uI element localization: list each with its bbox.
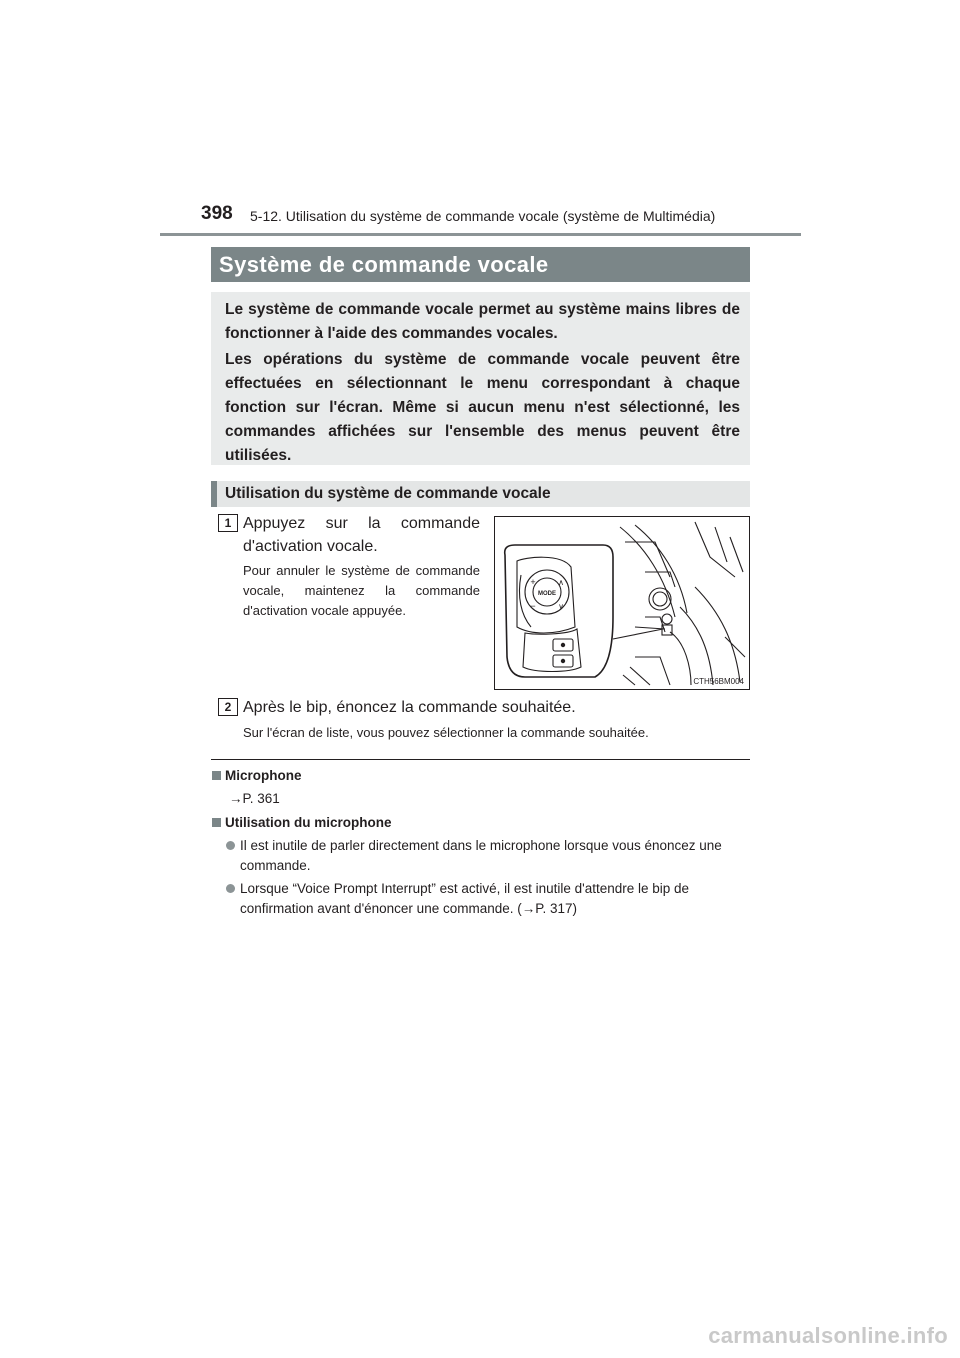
step-2-note: Sur l'écran de liste, vous pouvez sélectionner la commande souhaitée.: [243, 725, 649, 740]
step-2-instruction: Après le bip, énoncez la commande souhaitée.: [243, 699, 576, 716]
chapter-title: 5-12. Utilisation du système de commande vocale (système de Multimédia): [250, 208, 716, 224]
section-title-bar: [211, 247, 750, 282]
steering-switch-figure: [494, 516, 750, 690]
subsection-accent: [211, 481, 217, 507]
square-bullet-icon: [212, 818, 221, 827]
note-usage-bullet-1-text: Il est inutile de parler directement dans le microphone lorsque vous énoncez une commande.: [240, 838, 722, 873]
svg-text:∨: ∨: [558, 602, 564, 611]
note-usage-bullet-2-text: Lorsque “Voice Prompt Interrupt” est activé, il est inutile d'attendre le bip de confirmation avant d'énoncer une commande. (→P. 317): [240, 881, 690, 916]
step-1-badge: 1: [218, 514, 238, 532]
header-rule: [160, 233, 801, 236]
figure-code: CTH56BM004: [693, 677, 744, 686]
section-title: Système de commande vocale: [219, 252, 549, 277]
note-microphone-heading-text: Microphone: [225, 768, 302, 783]
square-bullet-icon: [212, 771, 221, 780]
round-bullet-icon: [226, 884, 235, 893]
note-microphone-reference: →P. 361: [229, 791, 280, 806]
svg-text:∧: ∧: [558, 578, 564, 587]
step-2-badge: 2: [218, 698, 238, 716]
subsection-title: Utilisation du système de commande vocale: [225, 485, 551, 502]
steering-switch-illustration: [495, 517, 749, 689]
step-1-note: Pour annuler le système de commande vocale, maintenez la commande d'activation vocale appuyée.: [243, 563, 480, 618]
note-usage-heading: [212, 815, 392, 830]
divider: [211, 759, 750, 760]
intro-paragraph-2: Les opérations du système de commande vocale peuvent être effectuées en sélectionnant le menu correspondant à chaque fonction sur l'écran. Même si aucun menu n'est sélectionné, les commandes affichées sur l'ensemble des menus peuvent être utilisées.: [225, 351, 740, 464]
svg-text:+: +: [530, 577, 536, 587]
subsection-bar: [211, 481, 750, 507]
note-microphone-heading: [212, 768, 302, 783]
note-usage-bullet-2: [226, 879, 756, 919]
note-usage-heading-text: Utilisation du microphone: [225, 815, 392, 830]
intro-paragraph-1: Le système de commande vocale permet au système mains libres de fonctionner à l'aide des commandes vocales.: [225, 301, 740, 342]
svg-text:−: −: [530, 601, 536, 611]
page-number: 398: [201, 203, 233, 224]
watermark: carmanualsonline.info: [708, 1323, 948, 1348]
note-usage-bullet-1: [226, 836, 756, 876]
round-bullet-icon: [226, 841, 235, 850]
step-1-instruction: Appuyez sur la commande d'activation vocale.: [243, 515, 480, 555]
mode-label: MODE: [538, 591, 556, 597]
intro-box: [211, 292, 750, 465]
